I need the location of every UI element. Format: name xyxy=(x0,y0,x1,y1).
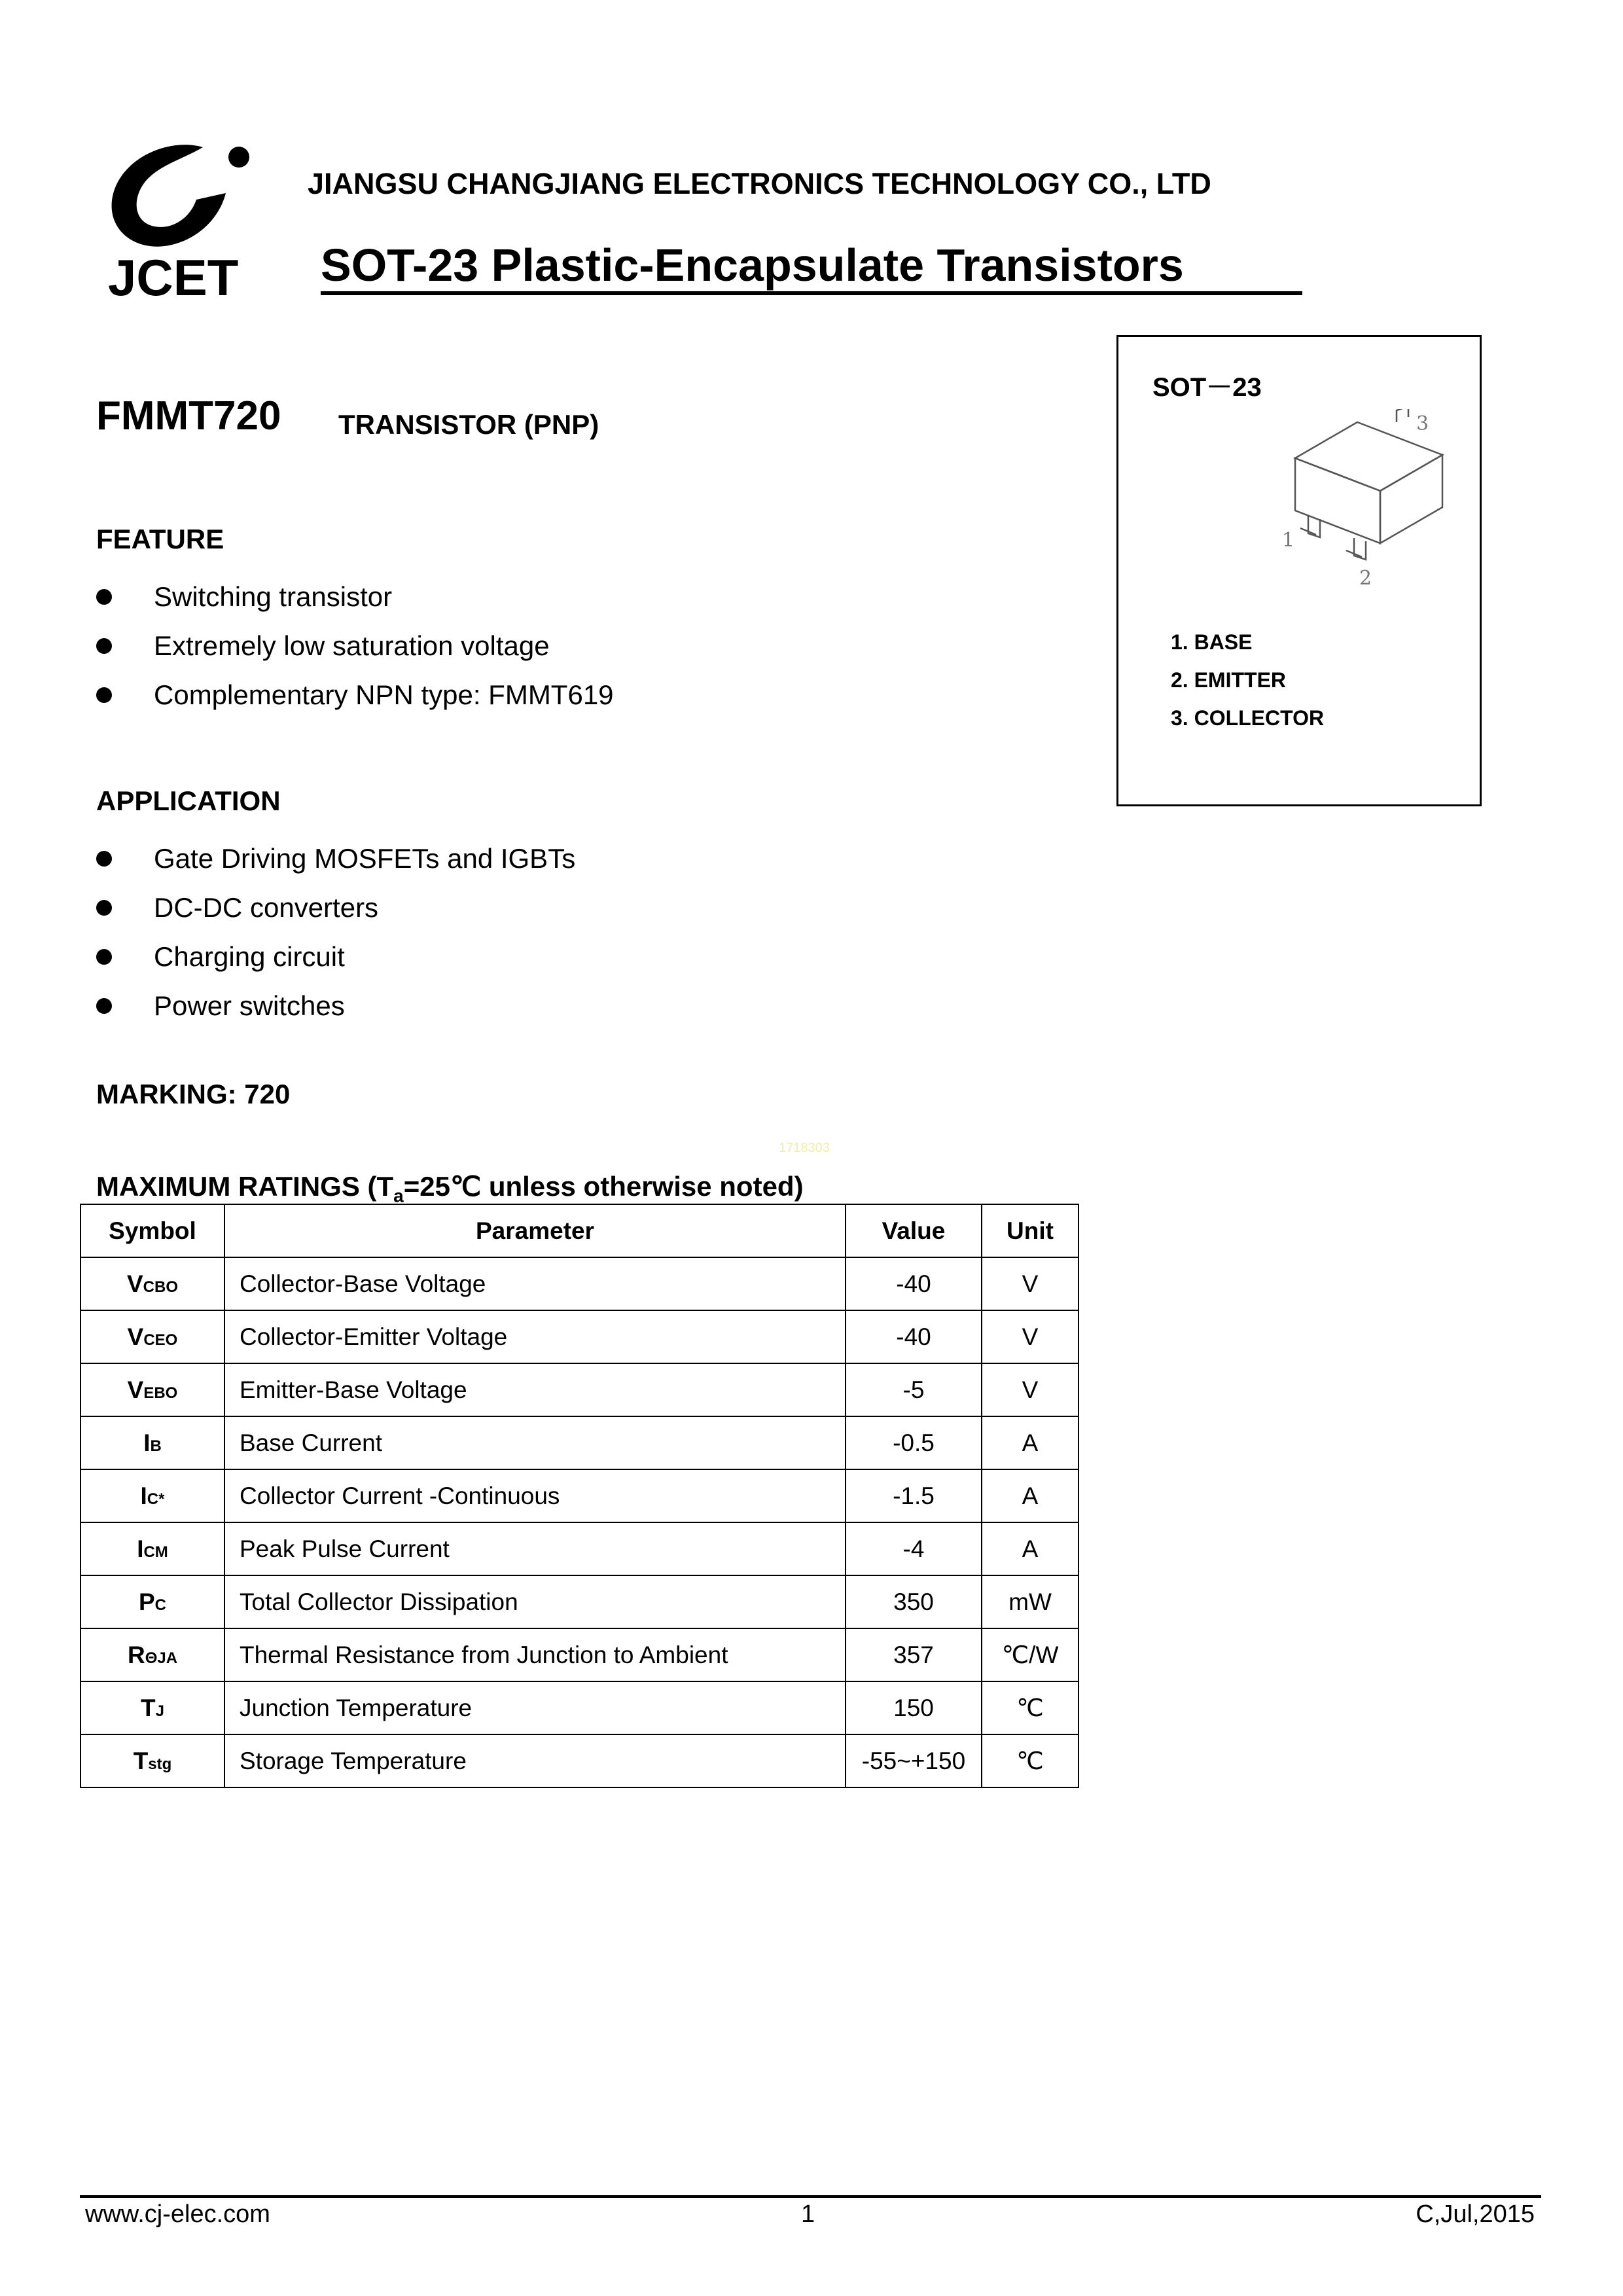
parameter-cell: Base Current xyxy=(224,1416,846,1469)
sot23-package-icon xyxy=(1282,409,1465,605)
unit-cell: A xyxy=(982,1469,1079,1522)
parameter-cell: Collector Current -Continuous xyxy=(224,1469,846,1522)
tiny-note: 1718303 xyxy=(779,1141,830,1155)
unit-cell: ℃ xyxy=(982,1734,1079,1787)
unit-cell: ℃/W xyxy=(982,1628,1079,1681)
pin-label: 1. BASE xyxy=(1171,630,1253,654)
symbol-cell: TJ xyxy=(80,1681,224,1734)
symbol-cell: PC xyxy=(80,1575,224,1628)
title-underline xyxy=(321,291,1302,295)
application-list xyxy=(96,843,575,1039)
list-item: Charging circuit xyxy=(96,941,575,990)
pin-number-3: 3 xyxy=(1416,412,1429,435)
parameter-cell: Collector-Emitter Voltage xyxy=(224,1310,846,1363)
column-header-unit: Unit xyxy=(982,1204,1079,1257)
parameter-cell: Thermal Resistance from Junction to Ambient xyxy=(224,1628,846,1681)
list-item: Complementary NPN type: FMMT619 xyxy=(96,679,614,728)
document-title: SOT-23 Plastic-Encapsulate Transistors xyxy=(321,240,1184,291)
logo-text: JCET xyxy=(108,249,239,306)
symbol-cell: ICM xyxy=(80,1522,224,1575)
unit-cell: V xyxy=(982,1257,1079,1310)
value-cell: -5 xyxy=(846,1363,982,1416)
table-row xyxy=(80,1522,1079,1575)
symbol-cell: Tstg xyxy=(80,1734,224,1787)
list-item: Gate Driving MOSFETs and IGBTs xyxy=(96,843,575,892)
pin-number-1: 1 xyxy=(1282,529,1295,552)
value-cell: 357 xyxy=(846,1628,982,1681)
table-row xyxy=(80,1257,1079,1310)
parameter-cell: Emitter-Base Voltage xyxy=(224,1363,846,1416)
value-cell: -4 xyxy=(846,1522,982,1575)
column-header-value: Value xyxy=(846,1204,982,1257)
bullet-icon xyxy=(96,851,112,867)
column-header-parameter: Parameter xyxy=(224,1204,846,1257)
table-row xyxy=(80,1469,1079,1522)
symbol-cell: VCBO xyxy=(80,1257,224,1310)
table-row xyxy=(80,1575,1079,1628)
table-row xyxy=(80,1734,1079,1787)
table-row xyxy=(80,1310,1079,1363)
unit-cell: mW xyxy=(982,1575,1079,1628)
symbol-cell: IB xyxy=(80,1416,224,1469)
unit-cell: V xyxy=(982,1310,1079,1363)
bullet-icon xyxy=(96,900,112,916)
value-cell: 150 xyxy=(846,1681,982,1734)
value-cell: 350 xyxy=(846,1575,982,1628)
ratings-table xyxy=(80,1204,1079,1788)
package-title: SOT－23 xyxy=(1152,373,1262,402)
part-number: FMMT720 xyxy=(96,393,281,439)
value-cell: -0.5 xyxy=(846,1416,982,1469)
ratings-body xyxy=(80,1257,1079,1787)
bullet-icon xyxy=(96,638,112,654)
bullet-icon xyxy=(96,949,112,965)
list-item: Power switches xyxy=(96,990,575,1039)
pin-number-2: 2 xyxy=(1359,567,1372,590)
value-cell: -40 xyxy=(846,1257,982,1310)
part-type: TRANSISTOR (PNP) xyxy=(338,409,599,440)
list-item: Switching transistor xyxy=(96,581,614,630)
bullet-icon xyxy=(96,998,112,1014)
marking-code: MARKING: 720 xyxy=(96,1079,291,1109)
table-row xyxy=(80,1363,1079,1416)
ratings-heading: MAXIMUM RATINGS ($T_a=25℃$ unless otherwise noted) xyxy=(96,1171,804,1206)
parameter-cell: Peak Pulse Current xyxy=(224,1522,846,1575)
revision-date: C,Jul,2015 xyxy=(1416,2200,1535,2228)
symbol-cell: IC* xyxy=(80,1469,224,1522)
symbol-cell: RΘJA xyxy=(80,1628,224,1681)
list-item: DC-DC converters xyxy=(96,892,575,941)
footer-divider xyxy=(80,2195,1541,2198)
feature-list xyxy=(96,581,614,728)
symbol-cell: VCEO xyxy=(80,1310,224,1363)
value-cell: -40 xyxy=(846,1310,982,1363)
table-row xyxy=(80,1681,1079,1734)
bullet-icon xyxy=(96,589,112,605)
footer-url: www.cj-elec.com xyxy=(85,2200,270,2228)
value-cell: -55~+150 xyxy=(846,1734,982,1787)
unit-cell: A xyxy=(982,1522,1079,1575)
table-header-row xyxy=(80,1204,1079,1257)
symbol-cell: VEBO xyxy=(80,1363,224,1416)
company-name: JIANGSU CHANGJIANG ELECTRONICS TECHNOLOGY CO., LTD xyxy=(308,167,1211,200)
unit-cell: A xyxy=(982,1416,1079,1469)
list-item: Extremely low saturation voltage xyxy=(96,630,614,679)
unit-cell: ℃ xyxy=(982,1681,1079,1734)
bullet-icon xyxy=(96,687,112,703)
package-box xyxy=(1116,335,1482,806)
value-cell: -1.5 xyxy=(846,1469,982,1522)
pin-label: 3. COLLECTOR xyxy=(1171,706,1325,730)
application-heading: APPLICATION xyxy=(96,785,281,816)
table-row xyxy=(80,1416,1079,1469)
parameter-cell: Storage Temperature xyxy=(224,1734,846,1787)
page-number: 1 xyxy=(801,2200,815,2228)
parameter-cell: Total Collector Dissipation xyxy=(224,1575,846,1628)
feature-heading: FEATURE xyxy=(96,524,224,554)
column-header-symbol: Symbol xyxy=(80,1204,224,1257)
pin-list xyxy=(1171,630,1324,744)
unit-cell: V xyxy=(982,1363,1079,1416)
pin-label: 2. EMITTER xyxy=(1171,668,1287,692)
parameter-cell: Junction Temperature xyxy=(224,1681,846,1734)
parameter-cell: Collector-Base Voltage xyxy=(224,1257,846,1310)
table-row xyxy=(80,1628,1079,1681)
